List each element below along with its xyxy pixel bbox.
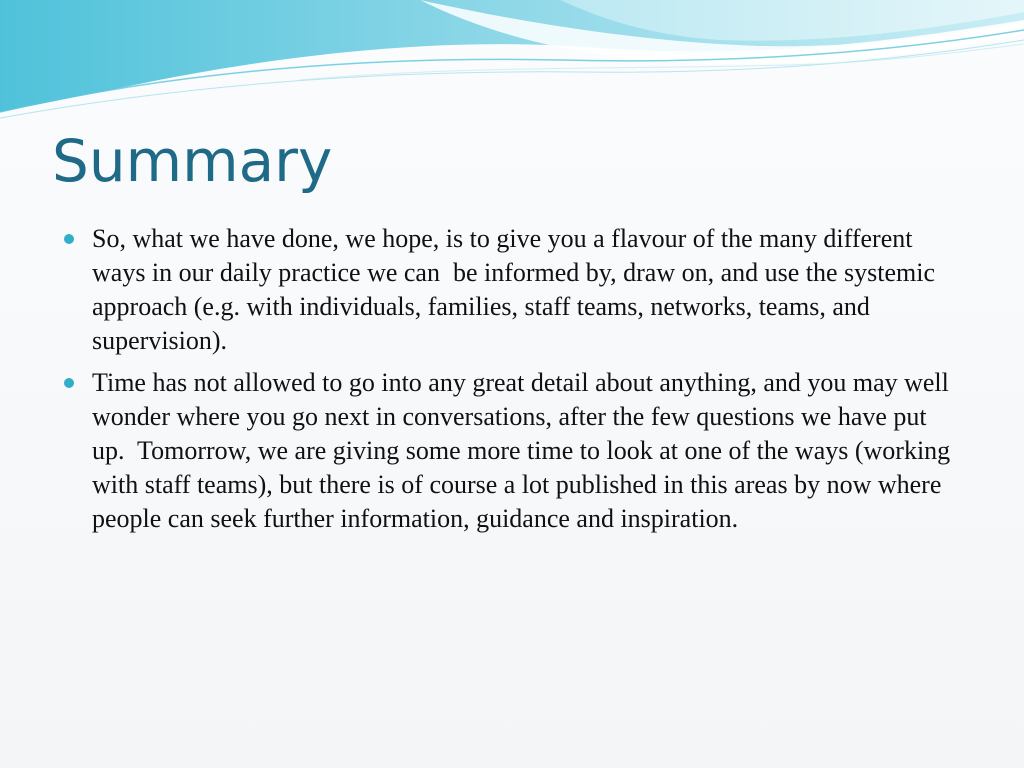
wave-header-decoration bbox=[0, 0, 1024, 130]
bullet-dot-icon bbox=[64, 378, 74, 388]
bullet-text: So, what we have done, we hope, is to give you a flavour of the many different ways in our daily practice we can be informed by, draw on, and use the systemic approach (e.g. with individuals, families, staff teams, networks, teams, and supervision). bbox=[92, 224, 942, 355]
bullet-item bbox=[60, 222, 960, 358]
slide-title: Summary bbox=[52, 127, 333, 195]
bullet-list bbox=[60, 222, 960, 544]
bullet-item bbox=[60, 366, 960, 536]
bullet-text: Time has not allowed to go into any great detail about anything, and you may well wonder where you go next in conversations, after the few questions we have put up. Tomorrow, we are giving some more time to look at one of the ways (working with staff teams), but there is of course a lot published in this areas by now where people can seek further information, guidance and inspiration. bbox=[92, 368, 957, 533]
bullet-dot-icon bbox=[64, 234, 74, 244]
